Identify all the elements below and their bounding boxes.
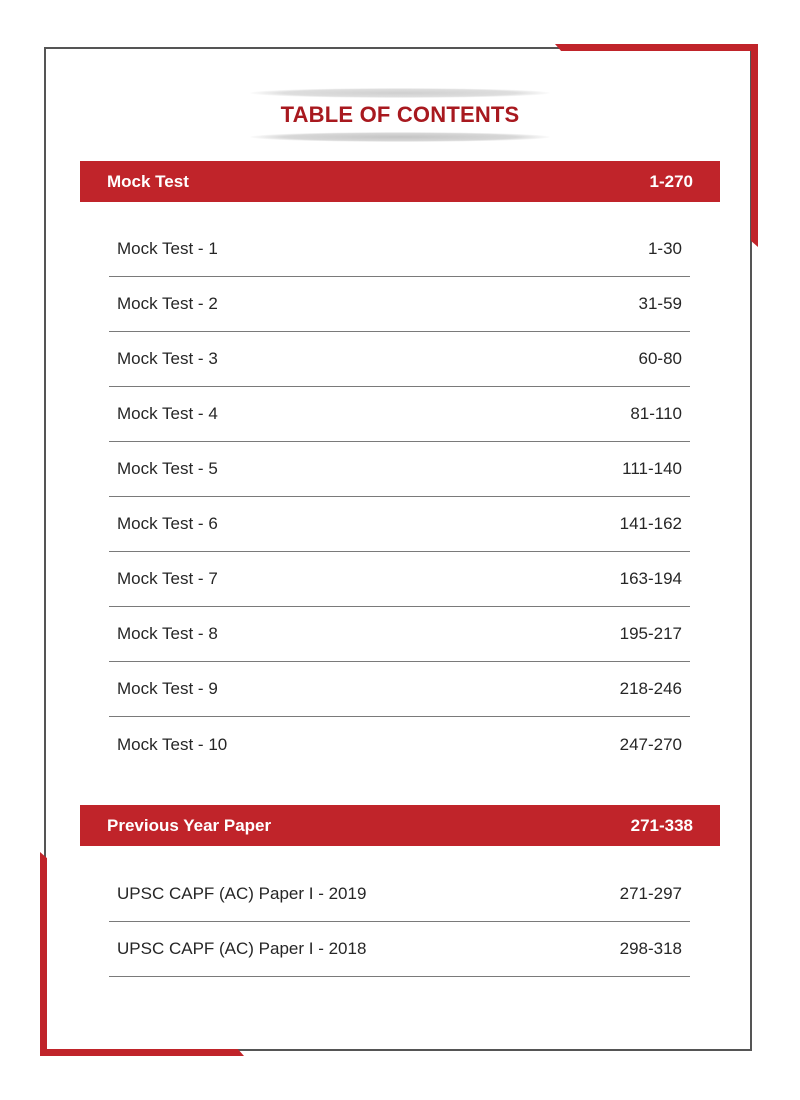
toc-entry-title: Mock Test - 9 xyxy=(117,679,218,698)
toc-entry[interactable] xyxy=(109,332,690,387)
toc-entry-title: UPSC CAPF (AC) Paper I - 2019 xyxy=(117,884,367,903)
page-title: TABLE OF CONTENTS xyxy=(280,102,520,127)
toc-entry-pages: 81-110 xyxy=(630,404,682,423)
toc-entry[interactable] xyxy=(109,387,690,442)
toc-entry[interactable] xyxy=(109,662,690,717)
toc-entry[interactable] xyxy=(109,277,690,332)
toc-entry-pages: 218-246 xyxy=(619,679,682,698)
toc-entry[interactable] xyxy=(109,222,690,277)
toc-entry-pages: 163-194 xyxy=(619,569,682,588)
toc-entry[interactable] xyxy=(109,607,690,662)
toc-entry-title: Mock Test - 7 xyxy=(117,569,218,588)
title-block xyxy=(250,88,550,142)
toc-entry-title: Mock Test - 1 xyxy=(117,239,218,258)
corner-accent-bottom-left-horizontal xyxy=(40,1049,244,1056)
toc-entry-title: Mock Test - 6 xyxy=(117,514,218,533)
section-title: Mock Test xyxy=(107,171,189,191)
toc-entry[interactable] xyxy=(109,717,690,772)
toc-entry-title: Mock Test - 4 xyxy=(117,404,218,423)
toc-entry-pages: 195-217 xyxy=(619,624,682,643)
toc-entry-title: Mock Test - 10 xyxy=(117,734,228,754)
toc-list-mock-test xyxy=(109,222,690,772)
toc-entry[interactable] xyxy=(109,867,690,922)
toc-entry-pages: 271-297 xyxy=(619,884,682,903)
toc-entry-pages: 60-80 xyxy=(638,349,682,368)
corner-accent-bottom-left-vertical xyxy=(40,852,47,1056)
title-swoosh-bottom xyxy=(250,132,550,142)
toc-entry-title: Mock Test - 2 xyxy=(117,294,218,313)
section-header-previous-year-paper[interactable] xyxy=(80,805,720,846)
toc-entry-title: UPSC CAPF (AC) Paper I - 2018 xyxy=(117,939,367,958)
toc-entry-pages: 31-59 xyxy=(638,294,682,313)
toc-entry-pages: 298-318 xyxy=(619,939,682,958)
section-header-mock-test[interactable] xyxy=(80,161,720,202)
toc-entry[interactable] xyxy=(109,552,690,607)
toc-entry[interactable] xyxy=(109,497,690,552)
corner-accent-top-right-horizontal xyxy=(555,44,758,51)
section-title: Previous Year Paper xyxy=(107,815,272,835)
toc-entry-pages: 1-30 xyxy=(647,239,682,258)
toc-entry-pages: 111-140 xyxy=(622,459,682,478)
toc-entry-title: Mock Test - 5 xyxy=(117,459,218,478)
toc-entry[interactable] xyxy=(109,922,690,977)
section-page-range: 271-338 xyxy=(630,815,693,835)
toc-entry-title: Mock Test - 3 xyxy=(117,349,218,368)
toc-entry[interactable] xyxy=(109,442,690,497)
toc-list-previous-year-paper xyxy=(109,867,690,977)
corner-accent-top-right-vertical xyxy=(751,44,758,247)
section-page-range: 1-270 xyxy=(649,171,693,191)
title-swoosh-top xyxy=(250,88,550,98)
toc-entry-pages: 141-162 xyxy=(619,514,682,533)
toc-entry-title: Mock Test - 8 xyxy=(117,624,218,643)
toc-entry-pages: 247-270 xyxy=(619,734,682,754)
